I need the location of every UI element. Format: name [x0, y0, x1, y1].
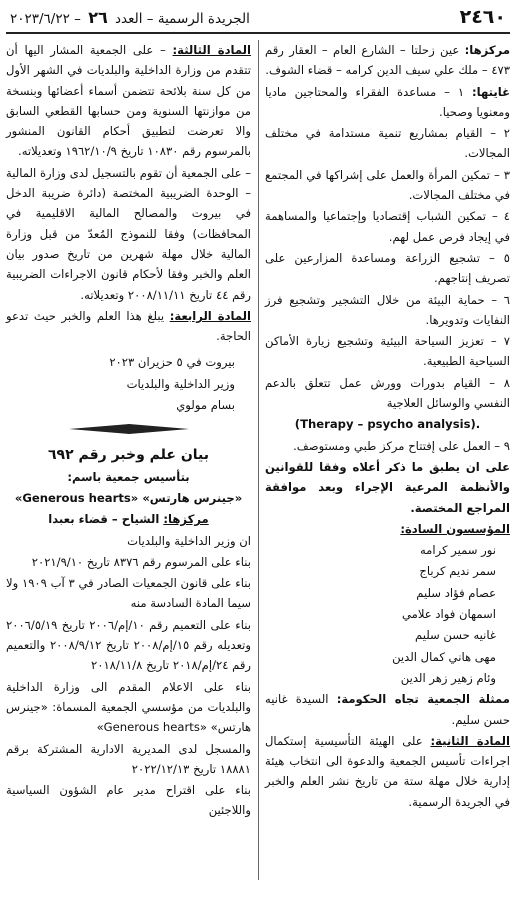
preamble-paragraph: ان وزير الداخلية والبلديات — [127, 533, 251, 548]
goal-item: ٤ – تمكين الشباب إقتصاديا وإجتماعيا والمساهمة في إيجاد فرص عمل لهم. — [265, 209, 510, 244]
article-three: المادة الثالثة: – على الجمعية المشار اليها أن تتقدم من وزارة الداخلية والبلديات في الشهر الأول من كل سنة بلائحة تتضمن أسماء أعضائها وبنسخة من موازنتها السنوية ومن حسابها القطعي السابق والا تعرضت لتطبيق أحكام القانون المنشور بالمرسوم رقم ١٠٨٣٠ تاريخ ١٩٦٢/١٠/٩ وتعديلاته. — [6, 43, 252, 159]
headquarters-paragraph: مركزها: عين زحلتا – الشارع العام – العقار رقم ٤٧٣ – ملك علي سيف الدين كرامه – قضاء الشوف. — [265, 43, 510, 78]
issue-number: ٢٦ — [88, 8, 108, 27]
association-name: «جينرس هارتس» «Generous hearts» — [14, 490, 243, 505]
left-column — [6, 40, 251, 822]
preamble-paragraph: بناء على المرسوم رقم ٨٣٧٦ تاريخ ٢٠٢١/٩/١٠ — [31, 554, 251, 569]
preamble-paragraph: بناء على الاعلام المقدم الى وزارة الداخلية والبلديات من مؤسسي الجمعية المسماة: «جينرس هارتس» «Generous hearts» — [6, 679, 251, 735]
founders-title: المؤسسون السادة: — [400, 521, 510, 536]
goal-item: ٢ – القيام بمشاريع تنمية مستدامة في مختلف المجالات. — [265, 126, 510, 161]
compliance-clause: على ان يطبق ما ذكر أعلاه وفقا للقوانين والأنظمة المرعية الإجراء وبعد موافقة المراجع المختصة. — [265, 459, 510, 515]
article-four: المادة الرابعة: يبلغ هذا العلم والخبر حيث تدعو الحاجة. — [6, 308, 251, 344]
article-three-tax: – على الجمعية أن تقوم بالتسجيل لدى وزارة المالية – الوحدة الضريبية المختصة (دائرة ضريبة الدخل في بيروت والمصالح المالية الاقليمية في المحافظات) وفقا للنموذج المُعدّ من قبل وزارة المالية خلال مهلة شهرين من تاريخ صدور بيان العلم والخبر وفقا لأحكام قانون الاجراءات الضريبية رقم ٤٤ تاريخ ٢٠٠٨/١١/١١ وتعديلاته. — [6, 165, 251, 302]
goal-item: ٨ – القيام بدورات وورش عمل تتعلق بالدعم النفسي والوسائل العلاجية — [265, 375, 510, 411]
article-two: المادة الثانية: على الهيئة التأسيسية إستكمال اجراءات تأسيس الجمعية والدعوة الى انتخاب هيئة إدارية خلال مهلة ستة من تاريخ نشر العلم والخبر في الجريدة الرسمية. — [265, 733, 510, 809]
signature-minister-name: بسام مولوي — [176, 398, 235, 413]
issue-date: – ٢٠٢٣/٦/٢٢ — [10, 11, 81, 27]
goal-item: ٧ – تعزيز السياحة البيئية وتشجيع زيارة الأماكن السياحية الطبيعية. — [265, 334, 510, 369]
founder-name: مهى هاني كمال الدين — [392, 649, 496, 664]
founder-name: وئام زهير زهر الدين — [400, 670, 496, 685]
founder-name: سمر نديم كرباج — [419, 564, 496, 579]
goal-item: ٩ – العمل على إفتتاح مركز طبي ومستوصف. — [293, 438, 510, 453]
goal-item: ٦ – حماية البيئة من خلال التشجير وتشجيع فرز النفايات وتدويرها. — [265, 292, 510, 327]
section-separator — [69, 423, 189, 435]
association-location: مركزها: الشياح – قضاء بعبدا — [48, 512, 209, 527]
preamble-paragraph: بناء على التعميم رقم ١٠/إم/٢٠٠٦ تاريخ ٢٠٠٦/٥/١٩ وتعديله رقم ١٥/إم/٢٠٠٨ تاريخ ٢٠٠٨/٩/١٢ والتعميم رقم ٢٤/إم/٢٠١٨ تاريخ ٢٠١٨/١١/٨ — [6, 617, 252, 673]
signature-place-date: بيروت في ٥ حزيران ٢٠٢٣ — [109, 355, 235, 370]
goal-item-english: (Therapy – psycho analysis). — [294, 417, 481, 432]
founder-name: غانيه حسن سليم — [414, 628, 496, 643]
announcement-title: بيان علم وخبر رقم ٦٩٢ — [48, 447, 209, 464]
gazette-prefix: الجريدة الرسمية – العدد — [115, 11, 250, 27]
preamble-paragraph: والمسجل لدى المديرية الادارية المشتركة برقم ١٨٨٨١ تاريخ ٢٠٢٢/١٢/١٣ — [6, 741, 251, 776]
preamble-paragraph: بناء على قانون الجمعيات الصادر في ٣ آب ١٩٠٩ ولا سيما المادة السادسة منه — [6, 576, 251, 611]
goal-item: ٣ – تمكين المرأة والعمل على إشراكها في المجتمع في مختلف المجالات. — [265, 167, 510, 203]
right-column — [265, 40, 510, 813]
founder-name: اسمهان فواد علامي — [401, 607, 496, 622]
founder-name: عصام فؤاد سليم — [416, 585, 496, 600]
founder-name: نور سمير كرامه — [419, 543, 496, 558]
signature-minister-title: وزير الداخلية والبلديات — [126, 376, 235, 391]
goal-item: ٥ – تشجيع الزراعة ومساعدة المزارعين على تصريف إنتاجهم. — [265, 250, 510, 286]
gazette-issue-title — [10, 8, 250, 27]
preamble-paragraph: بناء على اقتراح مدير عام الشؤون السياسية واللاجئين — [6, 783, 251, 818]
page-number: ٢٤٦٠ — [459, 6, 506, 28]
government-representative: ممثلة الجمعية تجاه الحكومة: السيدة غانيه حسن سليم. — [265, 692, 510, 727]
announcement-subtitle: بتأسيس جمعية باسم: — [67, 469, 190, 484]
goals-paragraph: غايتها: ١ – مساعدة الفقراء والمحتاجين ماديا ومعنويا وصحيا. — [265, 84, 510, 119]
page-header — [6, 6, 510, 34]
column-divider — [258, 40, 259, 880]
